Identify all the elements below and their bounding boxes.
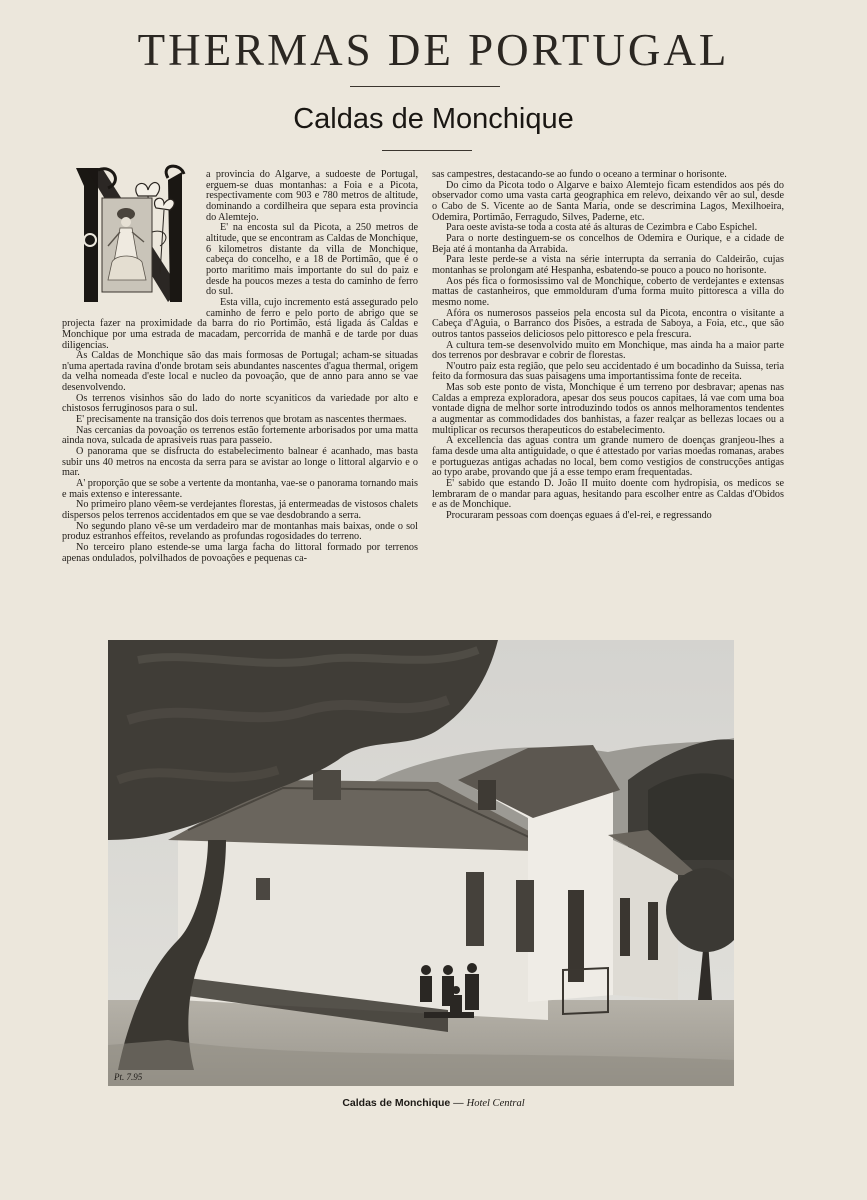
paragraph: A cultura tem-se desenvolvido muito em Monchique, mas ainda ha a maior parte dos terrenos por desbravar e cobrir de florestas.: [432, 339, 784, 362]
paragraph: Afóra os numerosos passeios pela encosta sul da Picota, encontra o visitante a Cabeça d'Aguia, o Barranco dos Pisões, a estrada de Saboya, a Foia, etc., que são outros tantos passeios deliciosos pelo pittoresco e pela frescura.: [432, 307, 784, 340]
hotel-building-image: [108, 640, 734, 1086]
title-rule: [382, 150, 472, 151]
photo-caption: [0, 1097, 867, 1109]
paragraph: E' precisamente na transição dos dois terrenos que brotam as nascentes thermaes.: [76, 414, 407, 426]
paragraph: Os terrenos visinhos são do lado do norte scyaniticos da variedade por alto e chistosos ferruginosos para o sul.: [62, 392, 418, 415]
paragraph: Nas cercanias da povoação os terrenos estão fortemente arborisados por uma matta ainda nova, sulcada de aprasiveis ruas para passeio.: [62, 424, 418, 447]
paragraph: No terceiro plano estende-se uma larga facha do littoral formado por terrenos apenas ondulados, polvilhados de povoações e pequenas ca-: [62, 541, 418, 564]
article-title: Caldas de Monchique: [293, 103, 574, 135]
caption-subject: Hotel Central: [466, 1098, 525, 1109]
masthead-rule: [350, 86, 500, 87]
paragraph: No segundo plano vê-se um verdadeiro mar de montanhas mais baixas, onde o sol produz estranhos effeitos, revelando as profundas rogosidades do terreno.: [62, 520, 418, 543]
paragraph: A' proporção que se sobe a vertente da montanha, vae-se o panorama tornando mais e mais extenso e interessante.: [62, 478, 418, 500]
paragraph: Do cimo da Picota todo o Algarve e baixo Alemtejo ficam estendidos aos pés do observador como uma vasta carta geographica em relevo, deixando vêr ao sul, desde o Cabo de S. Vicente ao de Santa Maria, onde se descrimina Lagos, Mexilhoeira, Odemira, Portimão, Ferragudo, Silves, Paderne, etc.: [432, 179, 784, 223]
decorated-initial-n: [68, 162, 198, 308]
paragraph: Para o norte destinguem-se os concelhos de Odemira e Ourique, e a cidade de Beja até á montanha da Arrabida.: [432, 232, 784, 255]
photo-signature: Pt. 7.95: [114, 1072, 143, 1082]
paragraph: Para leste perde-se a vista na série interrupta da serrania do Caldeirão, cujas montanhas se prolongam até Hespanha, esbatendo-se pouco a pouco no horisonte.: [432, 254, 784, 276]
paragraph: Procuraram pessoas com doenças eguaes á d'el-rei, e regressando: [446, 510, 712, 521]
paragraph: sas campestres, destacando-se ao fundo o oceano a terminar o horisonte.: [432, 169, 727, 180]
paragraph: As Caldas de Monchique são das mais formosas de Portugal; acham-se situadas n'uma apertada ravina d'onde brotam seis abundantes nascentes d'agua thermal, origem da velha nomeada d'este local e nucleo da povoação, que de anno para anno se vae desenvolvendo.: [62, 350, 418, 394]
paragraph: O panorama que se disfructa do estabelecimento balnear é acanhado, mas basta subir uns 40 metros na encosta da serra para se avistar ao longe o littoral algarvio e o mar.: [62, 446, 418, 479]
paragraph: No primeiro plano vêem-se verdejantes florestas, já entermeadas de vistosos chalets dispersos pelos terrenos accidentados em que se vae desdobrando a serra.: [62, 499, 419, 521]
caption-place: Caldas de Monchique: [342, 1097, 451, 1109]
paragraph: Esta villa, cujo incremento está assegurado pelo caminho de ferro e pelo porto de abrigo que se projecta fazer na proximidade da barra do rio Portimão, está ligada ás Caldas e Monchique por uma estrada de macadam, percorrida de manhã e de tarde por duas diligencias.: [62, 296, 418, 351]
article-column-left: [62, 170, 418, 564]
paragraph: E' na encosta sul da Picota, a 250 metros de altitude, que se encontram as Caldas de Monchique, 6 kilometros distante da villa de Monchique, cabeça do concelho, e a 18 de Portimão, que é o porto maritimo mais importante do sul do paiz e desde ha poucos mezes a testa do caminho de ferro do sul.: [206, 222, 418, 298]
paragraph: E' sabido que estando D. João II muito doente com hydropisia, os medicos se lembraram de o mandar para aguas, hesitando para escolher entre as Caldas d'Obidos e as de Monchique.: [432, 478, 784, 511]
paragraph: Mas sob este ponto de vista, Monchique é um terreno por desbravar; apenas nas Caldas a empreza exploradora, apesar dos seus poucos capitaes, lá vae com uma boa vontade digna de melhor sorte introduzindo todos os annos melhoramentos tendentes a augmentar as commodidades dos banhistas, a fazer realçar as bellezas locaes ou a multiplicar os recursos therapeuticos do estabelecimento.: [432, 382, 784, 436]
hotel-photograph: [108, 640, 734, 1086]
caption-dash: —: [450, 1097, 467, 1109]
paragraph: Para oeste avista-se toda a costa até ás alturas de Cezimbra e Cabo Espichel.: [446, 222, 758, 234]
paragraph: Aos pés fica o formosissimo val de Monchique, coberto de verdejantes e extensas mattas de castanheiros, que emmolduram d'uma forma muito pittoresca a villa do mesmo nome.: [432, 275, 784, 308]
paragraph: A excellencia das aguas contra um grande numero de doenças granjeou-lhes a fama desde uma alta antiguidade, o que é attestado por varias moedas romanas, arabes e portuguezas antigas achadas no local, bem como vestigios de construcções antigas ao typo arabe, provando que já a esse tempo eram frequentadas.: [432, 435, 784, 479]
masthead: THERMAS DE PORTUGAL: [137, 25, 730, 75]
paragraph: a provincia do Algarve, a sudoeste de Portugal, erguem-se duas montanhas: a Foia e a Picota, respectivamente com 903 e 780 metros de altitude, dominando a cordilheira que separa esta provincia do Alemtejo.: [206, 169, 418, 223]
ornate-letter-n-icon: [68, 162, 198, 308]
article-column-right: [432, 170, 784, 522]
paragraph: N'outro paiz esta região, que pelo seu accidentado é um bocadinho da Suissa, teria feito da formosura das suas paisagens uma importantissima fonte de receita.: [432, 360, 784, 383]
